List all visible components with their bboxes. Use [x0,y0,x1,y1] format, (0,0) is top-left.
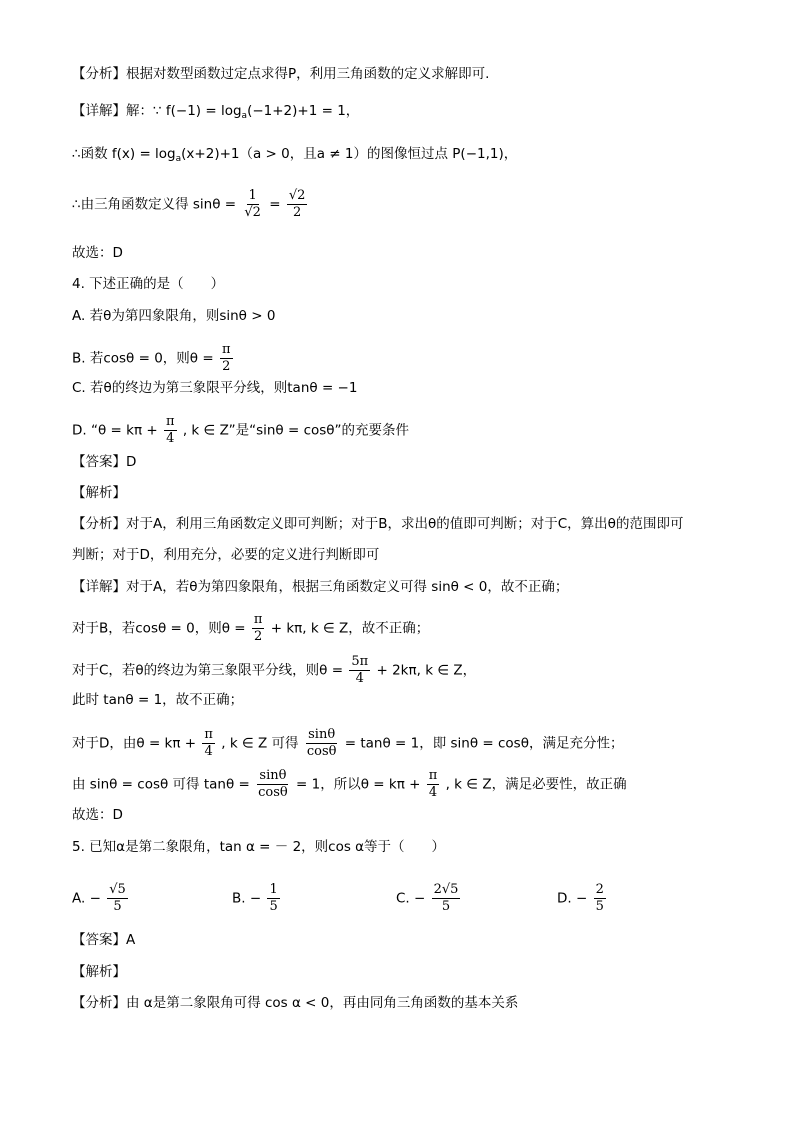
question-5-stem: 5. 已知α是第二象限角，tan α = － 2，则cos α等于（ ） [72,839,446,855]
question-4-stem: 4. 下述正确的是（ ） [72,276,225,292]
analysis-q4-line2: 判断；对于D，利用充分，必要的定义进行判断即可 [72,547,380,563]
detail-q4-line6: 由 sinθ = cosθ 可得 tanθ = $\frac{\sin\theta}{\cos\theta}$ = 1，所以θ = kπ + $\frac{\pi}{4}$ , k ∈ Z，满足必要性，故正确 [72,768,627,800]
fraction: $\frac{5\pi}{4}$ [351,654,369,686]
answer-q3: 故选：D [72,245,123,261]
question-4-option-a: A. 若θ为第四象限角，则sinθ > 0 [72,308,276,324]
fraction: $\frac{\sin\theta}{\cos\theta}$ [258,768,288,800]
fraction: $\frac{\sin\theta}{\cos\theta}$ [306,727,337,759]
solution-heading-q4: 【解析】 [72,485,126,501]
fraction: $\frac{\pi}{4}$ [204,727,213,759]
detail-q4-line2: 对于B，若cosθ = 0，则θ = $\frac{\pi}{2}$ + kπ, k ∈ Z，故不正确； [72,612,430,644]
fraction: $\frac{\pi}{2}$ [253,612,263,644]
detail-q3-line1: 【详解】解：∵ $f(-1) = \log_a(-1+2)+1 = 1$， [72,103,360,121]
fraction: $\frac{\pi}{4}$ [165,414,175,446]
solution-heading-q5: 【解析】 [72,964,126,980]
detail-q3-line2: ∴函数 $f(x) = \log_a(x+2)+1(a > 0$，且a ≠ 1）的图像恒过点 P(−1,1)， [72,146,518,164]
analysis-q5: 【分析】由 α是第二象限角可得 cos α < 0，再由同角三角函数的基本关系 [72,995,519,1011]
detail-q4-line3: 对于C，若θ的终边为第三象限平分线，则θ = $\frac{5\pi}{4}$ + 2kπ, k ∈ Z， [72,654,477,686]
question-4-option-d: D. “θ = kπ + $\frac{\pi}{4}$ , k ∈ Z”是“sinθ = cosθ”的充要条件 [72,414,410,446]
fraction: $\frac{2√5}{5}$ [433,882,459,914]
answer-q5: 【答案】A [72,932,136,948]
detail-q4-line5: 对于D，由θ = kπ + $\frac{\pi}{4}$ , k ∈ Z 可得 $\frac{\sin\theta}{\cos\theta}$ = tanθ = 1，即 sinθ = cosθ，满足充分性； [72,727,624,759]
fraction: $\frac{\pi}{2}$ [221,342,231,374]
detail-q4-line1: 【详解】对于A，若θ为第四象限角，根据三角函数定义可得 sinθ < 0，故不正确； [72,579,569,595]
answer-q4-final: 故选：D [72,807,123,823]
answer-q4: 【答案】D [72,454,137,470]
detail-q3-line3: ∴由三角函数定义得 sinθ = $\frac{1}{√2}$ = $\frac{√2}{2}$ [72,188,306,220]
analysis-q4-line1: 【分析】对于A，利用三角函数定义即可判断；对于B，求出θ的值即可判断；对于C，算出θ的范围即可 [72,516,684,532]
fraction: $\frac{√2}{2}$ [288,188,306,220]
question-5-option-a: A. − $\frac{√5}{5}$ [72,882,126,914]
analysis-q3: 【分析】根据对数型函数过定点求得P，利用三角函数的定义求解即可. [72,66,490,82]
fraction: $\frac{1}{5}$ [269,882,278,914]
fraction: $\frac{√5}{5}$ [109,882,126,914]
fraction: $\frac{1}{√2}$ [244,188,261,220]
question-5-option-c: C. − $\frac{2√5}{5}$ [396,882,459,914]
question-4-option-b: B. 若cosθ = 0，则θ = $\frac{\pi}{2}$ [72,342,231,374]
question-4-option-c: C. 若θ的终边为第三象限平分线，则tanθ = −1 [72,380,358,396]
question-5-option-b: B. − $\frac{1}{5}$ [232,882,278,914]
question-5-option-d: D. − $\frac{2}{5}$ [557,882,604,914]
detail-q4-line4: 此时 tanθ = 1，故不正确； [72,692,244,708]
fraction: $\frac{\pi}{4}$ [428,768,438,800]
fraction: $\frac{2}{5}$ [595,882,604,914]
